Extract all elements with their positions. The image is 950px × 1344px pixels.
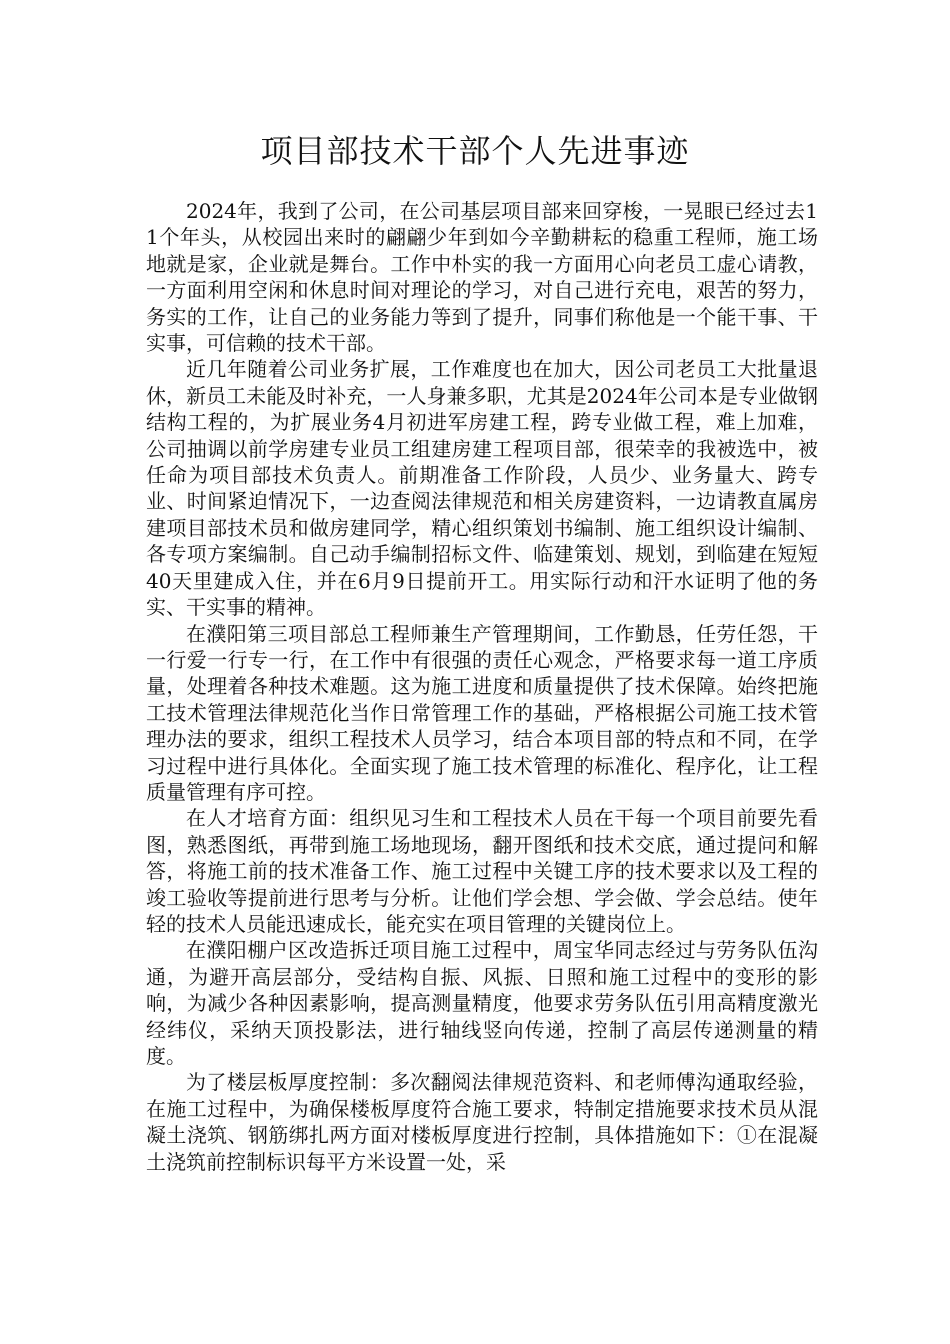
paragraph-3: 在濮阳第三项目部总工程师兼生产管理期间，工作勤恳，任劳任怨，干一行爱一行专一行，在工作中有很强的责任心观念，严格要求每一道工序质量，处理着各种技术难题。这为施工进度和质量提供了技术保障。始终把施工技术管理法律规范化当作日常管理工作的基础，严格根据公司施工技术管理办法的要求，组织工程技术人员学习，结合本项目部的特点和不同，在学习过程中进行具体化。全面实现了施工技术管理的标准化、程序化，让工程质量管理有序可控。	[146, 621, 818, 804]
document-title: 项目部技术干部个人先进事迹	[260, 132, 690, 170]
document-body	[146, 198, 818, 1175]
paragraph-1: 2024年，我到了公司，在公司基层项目部来回穿梭，一晃眼已经过去11个年头，从校园出来时的翩翩少年到如今辛勤耕耘的稳重工程师，施工场地就是家，企业就是舞台。工作中朴实的我一方面用心向老员工虚心请教，一方面利用空闲和休息时间对理论的学习，对自己进行充电，艰苦的努力，务实的工作，让自己的业务能力等到了提升，同事们称他是一个能干事、干实事，可信赖的技术干部。	[146, 199, 818, 356]
paragraph-5: 在濮阳棚户区改造拆迁项目施工过程中，周宝华同志经过与劳务队伍沟通，为避开高层部分，受结构自振、风振、日照和施工过程中的变形的影响，为减少各种因素影响，提高测量精度，他要求劳务队伍引用高精度激光经纬仪，采纳天顶投影法，进行轴线竖向传递，控制了高层传递测量的精度。	[146, 938, 818, 1068]
paragraph-4: 在人才培育方面：组织见习生和工程技术人员在干每一个项目前要先看图，熟悉图纸，再带到施工场地现场，翻开图纸和技术交底，通过提问和解答，将施工前的技术准备工作、施工过程中关键工序的技术要求以及工程的竣工验收等提前进行思考与分析。让他们学会想、学会做、学会总结。使年轻的技术人员能迅速成长，能充实在项目管理的关键岗位上。	[146, 806, 818, 936]
paragraph-6: 为了楼层板厚度控制：多次翻阅法律规范资料、和老师傅沟通取经验，在施工过程中，为确保楼板厚度符合施工要求，特制定措施要求技术员从混凝土浇筑、钢筋绑扎两方面对楼板厚度进行控制，具体措施如下：①在混凝土浇筑前控制标识每平方米设置一处，采	[146, 1070, 818, 1174]
paragraph-2: 近几年随着公司业务扩展，工作难度也在加大，因公司老员工大批量退休，新员工未能及时补充，一人身兼多职，尤其是2024年公司本是专业做钢结构工程的，为扩展业务4月初进军房建工程，跨专业做工程，难上加难，公司抽调以前学房建专业员工组建房建工程项目部，很荣幸的我被选中，被任命为项目部技术负责人。前期准备工作阶段，人员少、业务量大、跨专业、时间紧迫情况下，一边查阅法律规范和相关房建资料，一边请教直属房建项目部技术员和做房建同学，精心组织策划书编制、施工组织设计编制、各专项方案编制。自己动手编制招标文件、临建策划、规划，到临建在短短40天里建成入住，并在6月9日提前开工。用实际行动和汗水证明了他的务实、干实事的精神。	[146, 357, 818, 620]
